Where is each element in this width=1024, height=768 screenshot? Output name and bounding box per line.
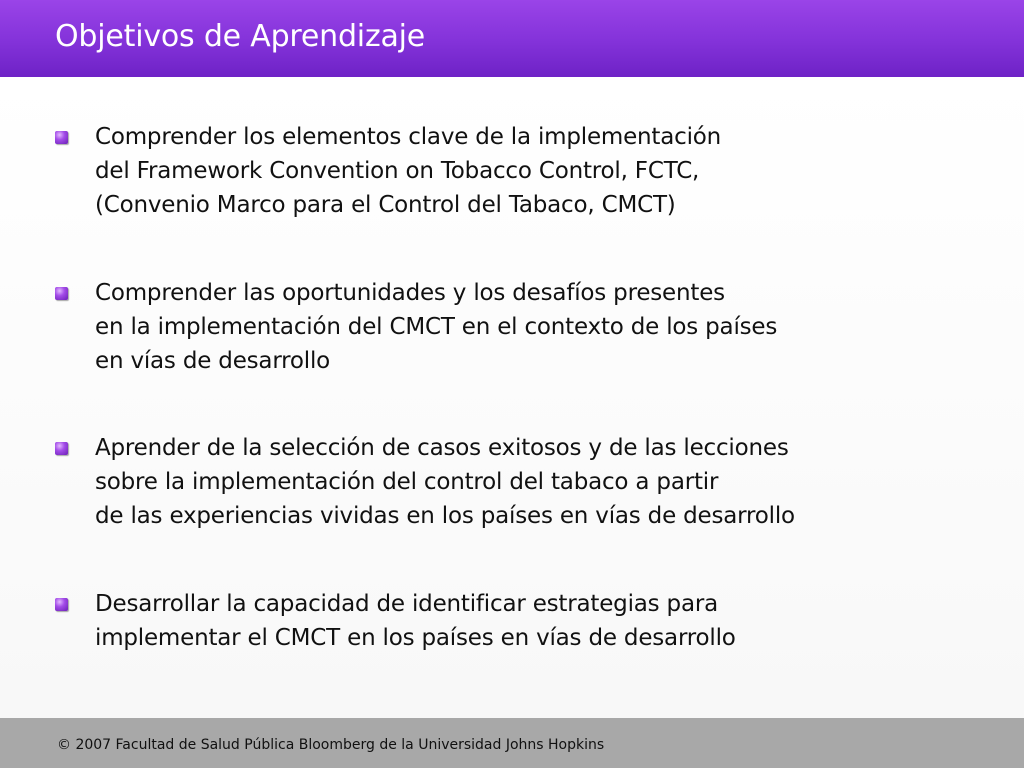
bullet-item-4 (95, 587, 925, 655)
bullet-item-1-line-3: (Convenio Marco para el Control del Tabaco, CMCT) (95, 192, 676, 218)
bullet-icon (55, 131, 68, 144)
slide-title: Objetivos de Aprendizaje (55, 19, 426, 54)
bullet-item-3-line-1: Aprender de la selección de casos exitosos y de las lecciones (95, 435, 789, 461)
bullet-icon (55, 442, 68, 455)
bullet-item-1-line-1: Comprender los elementos clave de la implementación (95, 124, 722, 150)
bullet-item-3-line-2: sobre la implementación del control del tabaco a partir (95, 469, 719, 495)
bullet-item-2 (95, 276, 925, 378)
bullet-item-1-line-2: del Framework Convention on Tobacco Control, FCTC, (95, 158, 700, 184)
copyright-text: © 2007 Facultad de Salud Pública Bloomberg de la Universidad Johns Hopkins (57, 737, 605, 753)
bullet-icon (55, 287, 68, 300)
bullet-item-2-line-3: en vías de desarrollo (95, 348, 331, 374)
slide-header (0, 0, 1024, 77)
bullet-item-4-line-2: implementar el CMCT en los países en vías de desarrollo (95, 625, 736, 651)
slide-footer (0, 718, 1024, 768)
bullet-icon (55, 598, 68, 611)
bullet-item-4-line-1: Desarrollar la capacidad de identificar estrategias para (95, 591, 718, 617)
bullet-item-2-line-1: Comprender las oportunidades y los desafíos presentes (95, 280, 725, 306)
bullet-item-1 (95, 120, 925, 222)
bullet-item-3-line-3: de las experiencias vividas en los países en vías de desarrollo (95, 503, 795, 529)
bullet-item-2-line-2: en la implementación del CMCT en el contexto de los países (95, 314, 778, 340)
bullet-item-3 (95, 431, 925, 533)
